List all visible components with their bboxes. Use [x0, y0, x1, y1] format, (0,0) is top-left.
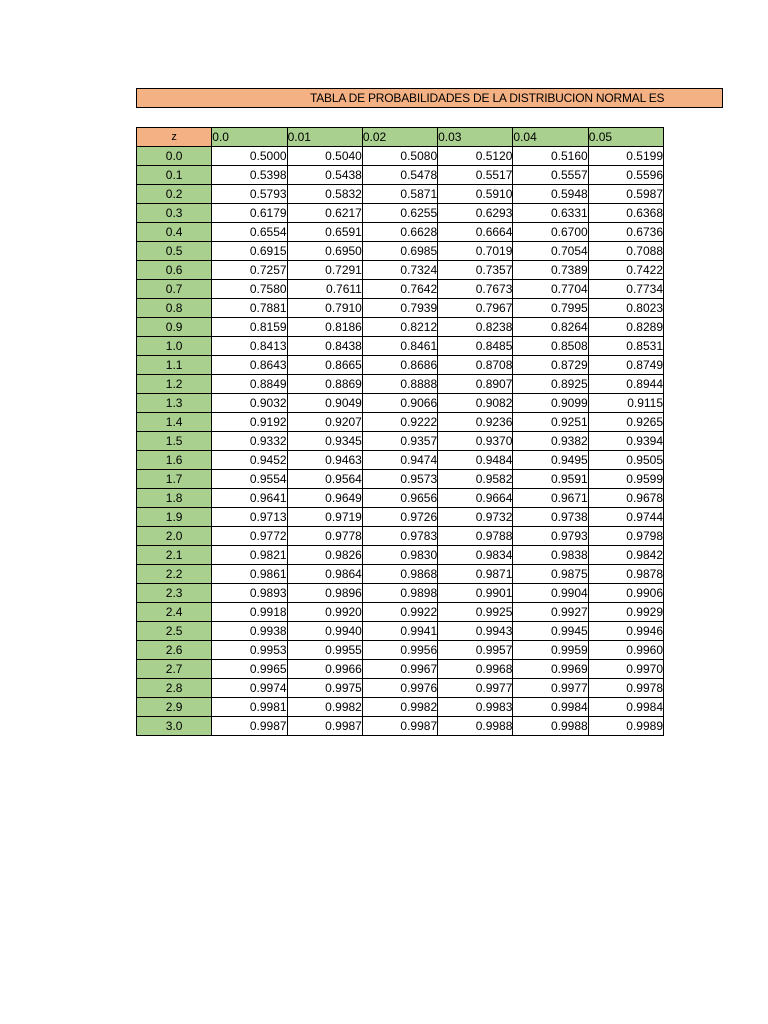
- probability-cell: 0.9957: [438, 641, 513, 660]
- probability-cell: 0.9830: [362, 546, 437, 565]
- probability-cell: 0.9082: [438, 394, 513, 413]
- probability-cell: 0.6255: [362, 204, 437, 223]
- probability-cell: 0.7357: [438, 261, 513, 280]
- table-title-bar: [136, 88, 723, 108]
- probability-cell: 0.5948: [513, 185, 588, 204]
- z-row-header: 0.4: [137, 223, 212, 242]
- table-row: [137, 527, 664, 546]
- probability-cell: 0.9955: [287, 641, 362, 660]
- probability-cell: 0.9573: [362, 470, 437, 489]
- probability-cell: 0.9788: [438, 527, 513, 546]
- probability-cell: 0.8159: [212, 318, 287, 337]
- table-row: [137, 489, 664, 508]
- table-row: [137, 546, 664, 565]
- probability-cell: 0.9987: [212, 717, 287, 736]
- table-row: [137, 356, 664, 375]
- probability-cell: 0.5517: [438, 166, 513, 185]
- probability-cell: 0.9394: [588, 432, 663, 451]
- probability-cell: 0.8461: [362, 337, 437, 356]
- probability-cell: 0.9678: [588, 489, 663, 508]
- table-row: [137, 432, 664, 451]
- table-row: [137, 166, 664, 185]
- probability-cell: 0.9868: [362, 565, 437, 584]
- probability-cell: 0.8186: [287, 318, 362, 337]
- z-row-header: 0.7: [137, 280, 212, 299]
- probability-cell: 0.9940: [287, 622, 362, 641]
- table-row: [137, 470, 664, 489]
- table-row: [137, 261, 664, 280]
- z-row-header: 1.3: [137, 394, 212, 413]
- z-row-header: 1.9: [137, 508, 212, 527]
- probability-cell: 0.7673: [438, 280, 513, 299]
- probability-cell: 0.6591: [287, 223, 362, 242]
- probability-cell: 0.7422: [588, 261, 663, 280]
- probability-cell: 0.9671: [513, 489, 588, 508]
- column-header: 0.01: [287, 128, 362, 147]
- probability-cell: 0.8888: [362, 375, 437, 394]
- probability-cell: 0.9783: [362, 527, 437, 546]
- probability-cell: 0.9925: [438, 603, 513, 622]
- probability-cell: 0.9826: [287, 546, 362, 565]
- z-row-header: 2.3: [137, 584, 212, 603]
- table-row: [137, 394, 664, 413]
- column-header: 0.0: [212, 128, 287, 147]
- probability-cell: 0.6293: [438, 204, 513, 223]
- table-row: [137, 451, 664, 470]
- z-row-header: 0.8: [137, 299, 212, 318]
- probability-cell: 0.5910: [438, 185, 513, 204]
- probability-cell: 0.8413: [212, 337, 287, 356]
- probability-cell: 0.5793: [212, 185, 287, 204]
- z-row-header: 2.7: [137, 660, 212, 679]
- probability-cell: 0.5557: [513, 166, 588, 185]
- probability-cell: 0.9834: [438, 546, 513, 565]
- probability-cell: 0.5987: [588, 185, 663, 204]
- probability-cell: 0.9966: [287, 660, 362, 679]
- probability-cell: 0.9901: [438, 584, 513, 603]
- probability-cell: 0.7611: [287, 280, 362, 299]
- z-row-header: 0.9: [137, 318, 212, 337]
- z-row-header: 1.8: [137, 489, 212, 508]
- probability-cell: 0.8289: [588, 318, 663, 337]
- probability-cell: 0.9357: [362, 432, 437, 451]
- probability-cell: 0.9927: [513, 603, 588, 622]
- probability-cell: 0.9726: [362, 508, 437, 527]
- probability-cell: 0.8212: [362, 318, 437, 337]
- probability-cell: 0.5438: [287, 166, 362, 185]
- table-row: [137, 603, 664, 622]
- probability-cell: 0.9896: [287, 584, 362, 603]
- probability-cell: 0.9920: [287, 603, 362, 622]
- probability-cell: 0.8485: [438, 337, 513, 356]
- table-row: [137, 280, 664, 299]
- probability-cell: 0.9370: [438, 432, 513, 451]
- probability-cell: 0.8264: [513, 318, 588, 337]
- probability-cell: 0.8023: [588, 299, 663, 318]
- probability-cell: 0.5040: [287, 147, 362, 166]
- probability-cell: 0.9943: [438, 622, 513, 641]
- probability-cell: 0.9984: [588, 698, 663, 717]
- z-row-header: 1.7: [137, 470, 212, 489]
- probability-cell: 0.9505: [588, 451, 663, 470]
- probability-cell: 0.9222: [362, 413, 437, 432]
- probability-cell: 0.6915: [212, 242, 287, 261]
- probability-cell: 0.6179: [212, 204, 287, 223]
- probability-cell: 0.5832: [287, 185, 362, 204]
- probability-cell: 0.9192: [212, 413, 287, 432]
- probability-cell: 0.9977: [438, 679, 513, 698]
- probability-cell: 0.7324: [362, 261, 437, 280]
- probability-cell: 0.9987: [287, 717, 362, 736]
- probability-cell: 0.9904: [513, 584, 588, 603]
- probability-cell: 0.9945: [513, 622, 588, 641]
- column-header: 0.05: [588, 128, 663, 147]
- probability-cell: 0.9738: [513, 508, 588, 527]
- probability-cell: 0.9778: [287, 527, 362, 546]
- probability-cell: 0.7580: [212, 280, 287, 299]
- probability-cell: 0.9864: [287, 565, 362, 584]
- z-table: [136, 127, 664, 736]
- table-title: TABLA DE PROBABILIDADES DE LA DISTRIBUCION NORMAL ES: [310, 91, 665, 105]
- table-row: [137, 565, 664, 584]
- probability-cell: 0.9987: [362, 717, 437, 736]
- probability-cell: 0.6664: [438, 223, 513, 242]
- column-header: 0.02: [362, 128, 437, 147]
- probability-cell: 0.8944: [588, 375, 663, 394]
- z-row-header: 0.2: [137, 185, 212, 204]
- z-row-header: 3.0: [137, 717, 212, 736]
- probability-cell: 0.9875: [513, 565, 588, 584]
- probability-cell: 0.9871: [438, 565, 513, 584]
- probability-cell: 0.9968: [438, 660, 513, 679]
- probability-cell: 0.9983: [438, 698, 513, 717]
- probability-cell: 0.6331: [513, 204, 588, 223]
- probability-cell: 0.9599: [588, 470, 663, 489]
- probability-cell: 0.9265: [588, 413, 663, 432]
- probability-cell: 0.7734: [588, 280, 663, 299]
- probability-cell: 0.9918: [212, 603, 287, 622]
- probability-cell: 0.9719: [287, 508, 362, 527]
- table-row: [137, 242, 664, 261]
- probability-cell: 0.9861: [212, 565, 287, 584]
- probability-cell: 0.9772: [212, 527, 287, 546]
- probability-cell: 0.9591: [513, 470, 588, 489]
- probability-cell: 0.7881: [212, 299, 287, 318]
- probability-cell: 0.9989: [588, 717, 663, 736]
- probability-cell: 0.8643: [212, 356, 287, 375]
- z-row-header: 2.4: [137, 603, 212, 622]
- probability-cell: 0.9893: [212, 584, 287, 603]
- probability-cell: 0.7088: [588, 242, 663, 261]
- probability-cell: 0.9066: [362, 394, 437, 413]
- probability-cell: 0.5199: [588, 147, 663, 166]
- z-row-header: 1.4: [137, 413, 212, 432]
- z-row-header: 2.8: [137, 679, 212, 698]
- column-header: 0.04: [513, 128, 588, 147]
- probability-cell: 0.6554: [212, 223, 287, 242]
- table-row: [137, 413, 664, 432]
- probability-cell: 0.5596: [588, 166, 663, 185]
- probability-cell: 0.9906: [588, 584, 663, 603]
- probability-cell: 0.7910: [287, 299, 362, 318]
- probability-cell: 0.9960: [588, 641, 663, 660]
- probability-cell: 0.7291: [287, 261, 362, 280]
- z-row-header: 0.6: [137, 261, 212, 280]
- probability-cell: 0.9382: [513, 432, 588, 451]
- z-row-header: 1.1: [137, 356, 212, 375]
- z-row-header: 0.3: [137, 204, 212, 223]
- table-row: [137, 584, 664, 603]
- z-table-container: [136, 127, 663, 749]
- probability-cell: 0.8729: [513, 356, 588, 375]
- z-row-header: 1.5: [137, 432, 212, 451]
- probability-cell: 0.9564: [287, 470, 362, 489]
- probability-cell: 0.6950: [287, 242, 362, 261]
- probability-cell: 0.5871: [362, 185, 437, 204]
- probability-cell: 0.9976: [362, 679, 437, 698]
- probability-cell: 0.9032: [212, 394, 287, 413]
- probability-cell: 0.9938: [212, 622, 287, 641]
- probability-cell: 0.6736: [588, 223, 663, 242]
- table-row: [137, 223, 664, 242]
- probability-cell: 0.9946: [588, 622, 663, 641]
- probability-cell: 0.8508: [513, 337, 588, 356]
- probability-cell: 0.9495: [513, 451, 588, 470]
- probability-cell: 0.9664: [438, 489, 513, 508]
- probability-cell: 0.7967: [438, 299, 513, 318]
- probability-cell: 0.9641: [212, 489, 287, 508]
- table-row: [137, 299, 664, 318]
- z-row-header: 1.2: [137, 375, 212, 394]
- probability-cell: 0.5478: [362, 166, 437, 185]
- probability-cell: 0.8869: [287, 375, 362, 394]
- table-row: [137, 641, 664, 660]
- probability-cell: 0.9988: [438, 717, 513, 736]
- probability-cell: 0.7054: [513, 242, 588, 261]
- probability-cell: 0.8686: [362, 356, 437, 375]
- table-row: [137, 204, 664, 223]
- probability-cell: 0.9345: [287, 432, 362, 451]
- probability-cell: 0.7389: [513, 261, 588, 280]
- probability-cell: 0.7257: [212, 261, 287, 280]
- probability-cell: 0.9207: [287, 413, 362, 432]
- probability-cell: 0.9898: [362, 584, 437, 603]
- probability-cell: 0.7019: [438, 242, 513, 261]
- probability-cell: 0.9956: [362, 641, 437, 660]
- probability-cell: 0.9981: [212, 698, 287, 717]
- probability-cell: 0.8665: [287, 356, 362, 375]
- probability-cell: 0.9984: [513, 698, 588, 717]
- probability-cell: 0.9554: [212, 470, 287, 489]
- probability-cell: 0.9982: [362, 698, 437, 717]
- probability-cell: 0.9649: [287, 489, 362, 508]
- probability-cell: 0.6628: [362, 223, 437, 242]
- probability-cell: 0.8849: [212, 375, 287, 394]
- table-row: [137, 698, 664, 717]
- probability-cell: 0.9732: [438, 508, 513, 527]
- z-row-header: 2.0: [137, 527, 212, 546]
- probability-cell: 0.8749: [588, 356, 663, 375]
- probability-cell: 0.9953: [212, 641, 287, 660]
- z-row-header: 0.5: [137, 242, 212, 261]
- probability-cell: 0.7939: [362, 299, 437, 318]
- probability-cell: 0.7995: [513, 299, 588, 318]
- probability-cell: 0.9713: [212, 508, 287, 527]
- probability-cell: 0.9236: [438, 413, 513, 432]
- probability-cell: 0.8907: [438, 375, 513, 394]
- probability-cell: 0.9974: [212, 679, 287, 698]
- probability-cell: 0.9049: [287, 394, 362, 413]
- probability-cell: 0.6700: [513, 223, 588, 242]
- table-row: [137, 622, 664, 641]
- probability-cell: 0.8438: [287, 337, 362, 356]
- probability-cell: 0.9878: [588, 565, 663, 584]
- table-row: [137, 318, 664, 337]
- probability-cell: 0.9929: [588, 603, 663, 622]
- probability-cell: 0.8531: [588, 337, 663, 356]
- probability-cell: 0.9967: [362, 660, 437, 679]
- probability-cell: 0.9463: [287, 451, 362, 470]
- probability-cell: 0.7704: [513, 280, 588, 299]
- probability-cell: 0.9793: [513, 527, 588, 546]
- probability-cell: 0.9484: [438, 451, 513, 470]
- probability-cell: 0.5000: [212, 147, 287, 166]
- probability-cell: 0.9798: [588, 527, 663, 546]
- probability-cell: 0.9988: [513, 717, 588, 736]
- z-row-header: 2.9: [137, 698, 212, 717]
- probability-cell: 0.9969: [513, 660, 588, 679]
- probability-cell: 0.8925: [513, 375, 588, 394]
- probability-cell: 0.9251: [513, 413, 588, 432]
- probability-cell: 0.9452: [212, 451, 287, 470]
- probability-cell: 0.5120: [438, 147, 513, 166]
- header-row: [137, 128, 664, 147]
- table-row: [137, 375, 664, 394]
- probability-cell: 0.9115: [588, 394, 663, 413]
- probability-cell: 0.9965: [212, 660, 287, 679]
- z-row-header: 0.1: [137, 166, 212, 185]
- z-row-header: 1.0: [137, 337, 212, 356]
- probability-cell: 0.8238: [438, 318, 513, 337]
- probability-cell: 0.9838: [513, 546, 588, 565]
- probability-cell: 0.9821: [212, 546, 287, 565]
- probability-cell: 0.6368: [588, 204, 663, 223]
- probability-cell: 0.5160: [513, 147, 588, 166]
- z-row-header: 2.6: [137, 641, 212, 660]
- probability-cell: 0.9959: [513, 641, 588, 660]
- table-row: [137, 147, 664, 166]
- probability-cell: 0.8708: [438, 356, 513, 375]
- z-row-header: 1.6: [137, 451, 212, 470]
- z-column-header: z: [137, 128, 212, 147]
- probability-cell: 0.6985: [362, 242, 437, 261]
- probability-cell: 0.9982: [287, 698, 362, 717]
- probability-cell: 0.5398: [212, 166, 287, 185]
- probability-cell: 0.9977: [513, 679, 588, 698]
- table-row: [137, 679, 664, 698]
- table-row: [137, 508, 664, 527]
- probability-cell: 0.9842: [588, 546, 663, 565]
- table-row: [137, 660, 664, 679]
- probability-cell: 0.9332: [212, 432, 287, 451]
- probability-cell: 0.6217: [287, 204, 362, 223]
- probability-cell: 0.9656: [362, 489, 437, 508]
- z-row-header: 2.1: [137, 546, 212, 565]
- probability-cell: 0.9099: [513, 394, 588, 413]
- probability-cell: 0.9975: [287, 679, 362, 698]
- probability-cell: 0.5080: [362, 147, 437, 166]
- z-row-header: 0.0: [137, 147, 212, 166]
- z-row-header: 2.5: [137, 622, 212, 641]
- probability-cell: 0.9970: [588, 660, 663, 679]
- probability-cell: 0.9582: [438, 470, 513, 489]
- probability-cell: 0.9744: [588, 508, 663, 527]
- probability-cell: 0.7642: [362, 280, 437, 299]
- table-row: [137, 337, 664, 356]
- table-row: [137, 185, 664, 204]
- probability-cell: 0.9941: [362, 622, 437, 641]
- probability-cell: 0.9922: [362, 603, 437, 622]
- table-body: [137, 147, 664, 736]
- probability-cell: 0.9978: [588, 679, 663, 698]
- probability-cell: 0.9474: [362, 451, 437, 470]
- table-row: [137, 717, 664, 736]
- z-row-header: 2.2: [137, 565, 212, 584]
- column-header: 0.03: [438, 128, 513, 147]
